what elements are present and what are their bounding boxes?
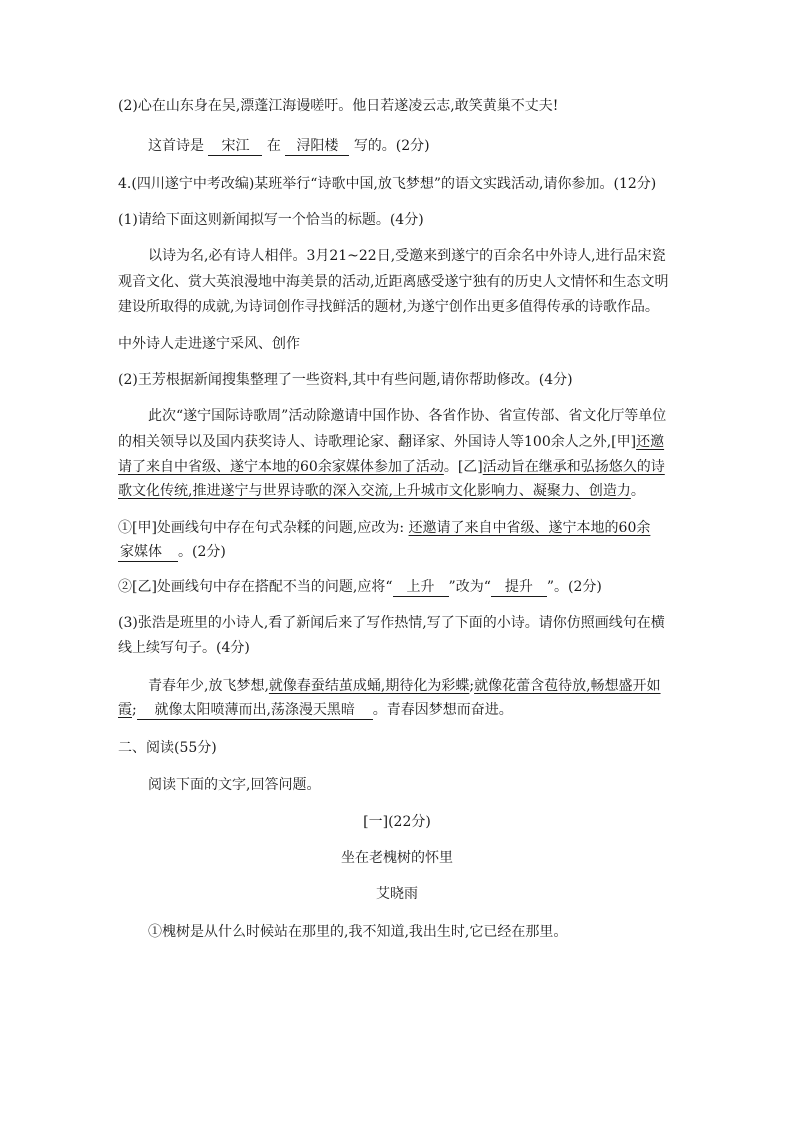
answer-place-blank: 浔阳楼 bbox=[285, 138, 349, 156]
answer-2-right-word: 提升 bbox=[491, 579, 547, 597]
answer-1-line-2 bbox=[118, 542, 678, 562]
material-line-4 bbox=[118, 481, 678, 501]
subquestion-1-prompt: (1)请给下面这则新闻拟写一个恰当的标题。(4分) bbox=[118, 212, 424, 228]
poem-line: (2)心在山东身在吴,漂蓬江海谩嗟吁。他日若遂凌云志,敢笑黄巢不丈夫! bbox=[118, 98, 559, 114]
news-line-3: 建设所取得的成就,为诗词创作寻找鲜活的题材,为遂宁创作出更多值得传承的诗歌作品。 bbox=[118, 299, 659, 315]
underlined-sentence-yi-start: 活动旨在继承和弘扬悠久的诗 bbox=[482, 459, 665, 475]
underlined-model-2-end: 霞 bbox=[118, 702, 132, 718]
reading-instruction: 阅读下面的文字,回答问题。 bbox=[148, 777, 321, 793]
article-title: 坐在老槐树的怀里 bbox=[341, 850, 453, 866]
answer-1-prefix: ①[甲]处画线句中存在句式杂糅的问题,应改为: bbox=[118, 520, 405, 536]
answer-2-suffix: ”。(2分) bbox=[546, 579, 602, 595]
poem-line-2 bbox=[118, 700, 678, 720]
reading-part-label: [一](22分) bbox=[363, 814, 431, 830]
question-4-title: 4.(四川遂宁中考改编)某班举行“诗歌中国,放飞梦想”的语文实践活动,请你参加。(12分) bbox=[118, 176, 657, 192]
material-line-3-text: 。[乙] bbox=[443, 459, 483, 475]
subquestion-3-prompt-line-2: 线上续写句子。(4分) bbox=[118, 640, 250, 656]
answer-mid: 在 bbox=[266, 138, 281, 154]
subquestion-3-prompt-line-1: (3)张浩是班里的小诗人,看了新闻后来了写作热情,写了下面的小诗。请你仿照画线句在横 bbox=[118, 615, 665, 631]
poem-answer-line bbox=[148, 136, 678, 156]
poem-semicolon-2: ; bbox=[132, 702, 137, 718]
material-line-2 bbox=[118, 432, 678, 452]
material-line-3 bbox=[118, 457, 678, 477]
answer-1-line-1 bbox=[118, 518, 678, 538]
poem-line-1 bbox=[148, 676, 678, 696]
section-2-heading: 二、阅读(55分) bbox=[118, 740, 217, 756]
news-line-2: 观音文化、赏大英浪漫地中海美景的活动,近距离感受遂宁独有的历史人文情怀和生态文明 bbox=[118, 274, 669, 290]
answer-prefix: 这首诗是 bbox=[148, 138, 204, 154]
poem-answer-blank: 就像太阳喷薄而出,荡涤漫天黑暗 bbox=[137, 702, 373, 720]
answer-author-blank: 宋江 bbox=[208, 138, 262, 156]
poem-opening: 青春年少,放飞梦想, bbox=[148, 678, 269, 694]
underlined-model-2-start: 就像花蕾含苞待放,畅想盛开如 bbox=[474, 678, 661, 694]
answer-2-prefix: ②[乙]处画线句中存在搭配不当的问题,应将“ bbox=[118, 579, 393, 595]
answer-2-line bbox=[118, 577, 678, 597]
answer-2-wrong-word: 上升 bbox=[393, 579, 449, 597]
material-line-1: 此次“遂宁国际诗歌周”活动除邀请中国作协、各省作协、省宣传部、省文化厅等单位 bbox=[148, 408, 667, 424]
underlined-sentence-jia-start: 还邀 bbox=[636, 434, 665, 450]
material-line-4-end: 。 bbox=[630, 483, 645, 499]
answer-suffix: 写的。(2分) bbox=[353, 138, 430, 154]
article-author: 艾晓雨 bbox=[376, 886, 418, 902]
answer-1-suffix: 。(2分) bbox=[178, 544, 226, 560]
subquestion-2-prompt: (2)王芳根据新闻搜集整理了一些资料,其中有些问题,请你帮助修改。(4分) bbox=[118, 372, 573, 388]
answer-1-blank-part-1: 还邀请了来自中省级、遂宁本地的60余 bbox=[408, 520, 651, 536]
poem-semicolon-1: ; bbox=[469, 678, 475, 694]
answer-2-mid: ”改为“ bbox=[448, 579, 491, 595]
article-paragraph-1: ①槐树是从什么时候站在那里的,我不知道,我出生时,它已经在那里。 bbox=[148, 924, 568, 940]
answer-1-blank-part-2: 家媒体 bbox=[118, 544, 178, 562]
news-line-1: 以诗为名,必有诗人相伴。3月21~22日,受邀来到遂宁的百余名中外诗人,进行品宋瓷 bbox=[148, 248, 666, 264]
underlined-sentence-yi-end: 歌文化传统,推进遂宁与世界诗歌的深入交流,上升城市文化影响力、凝聚力、创造力 bbox=[118, 483, 631, 499]
poem-ending: 。青春因梦想而奋进。 bbox=[372, 702, 513, 718]
subquestion-1-answer: 中外诗人走进遂宁采风、创作 bbox=[118, 336, 300, 352]
underlined-sentence-jia-end: 请了来自中省级、遂宁本地的60余家媒体参加了活动 bbox=[118, 459, 444, 475]
material-line-2-text: 的相关领导以及国内获奖诗人、诗歌理论家、翻译家、外国诗人等100余人之外,[甲] bbox=[118, 434, 637, 450]
underlined-model-1: 就像春蚕结茧成蛹,期待化为彩蝶 bbox=[268, 678, 470, 694]
